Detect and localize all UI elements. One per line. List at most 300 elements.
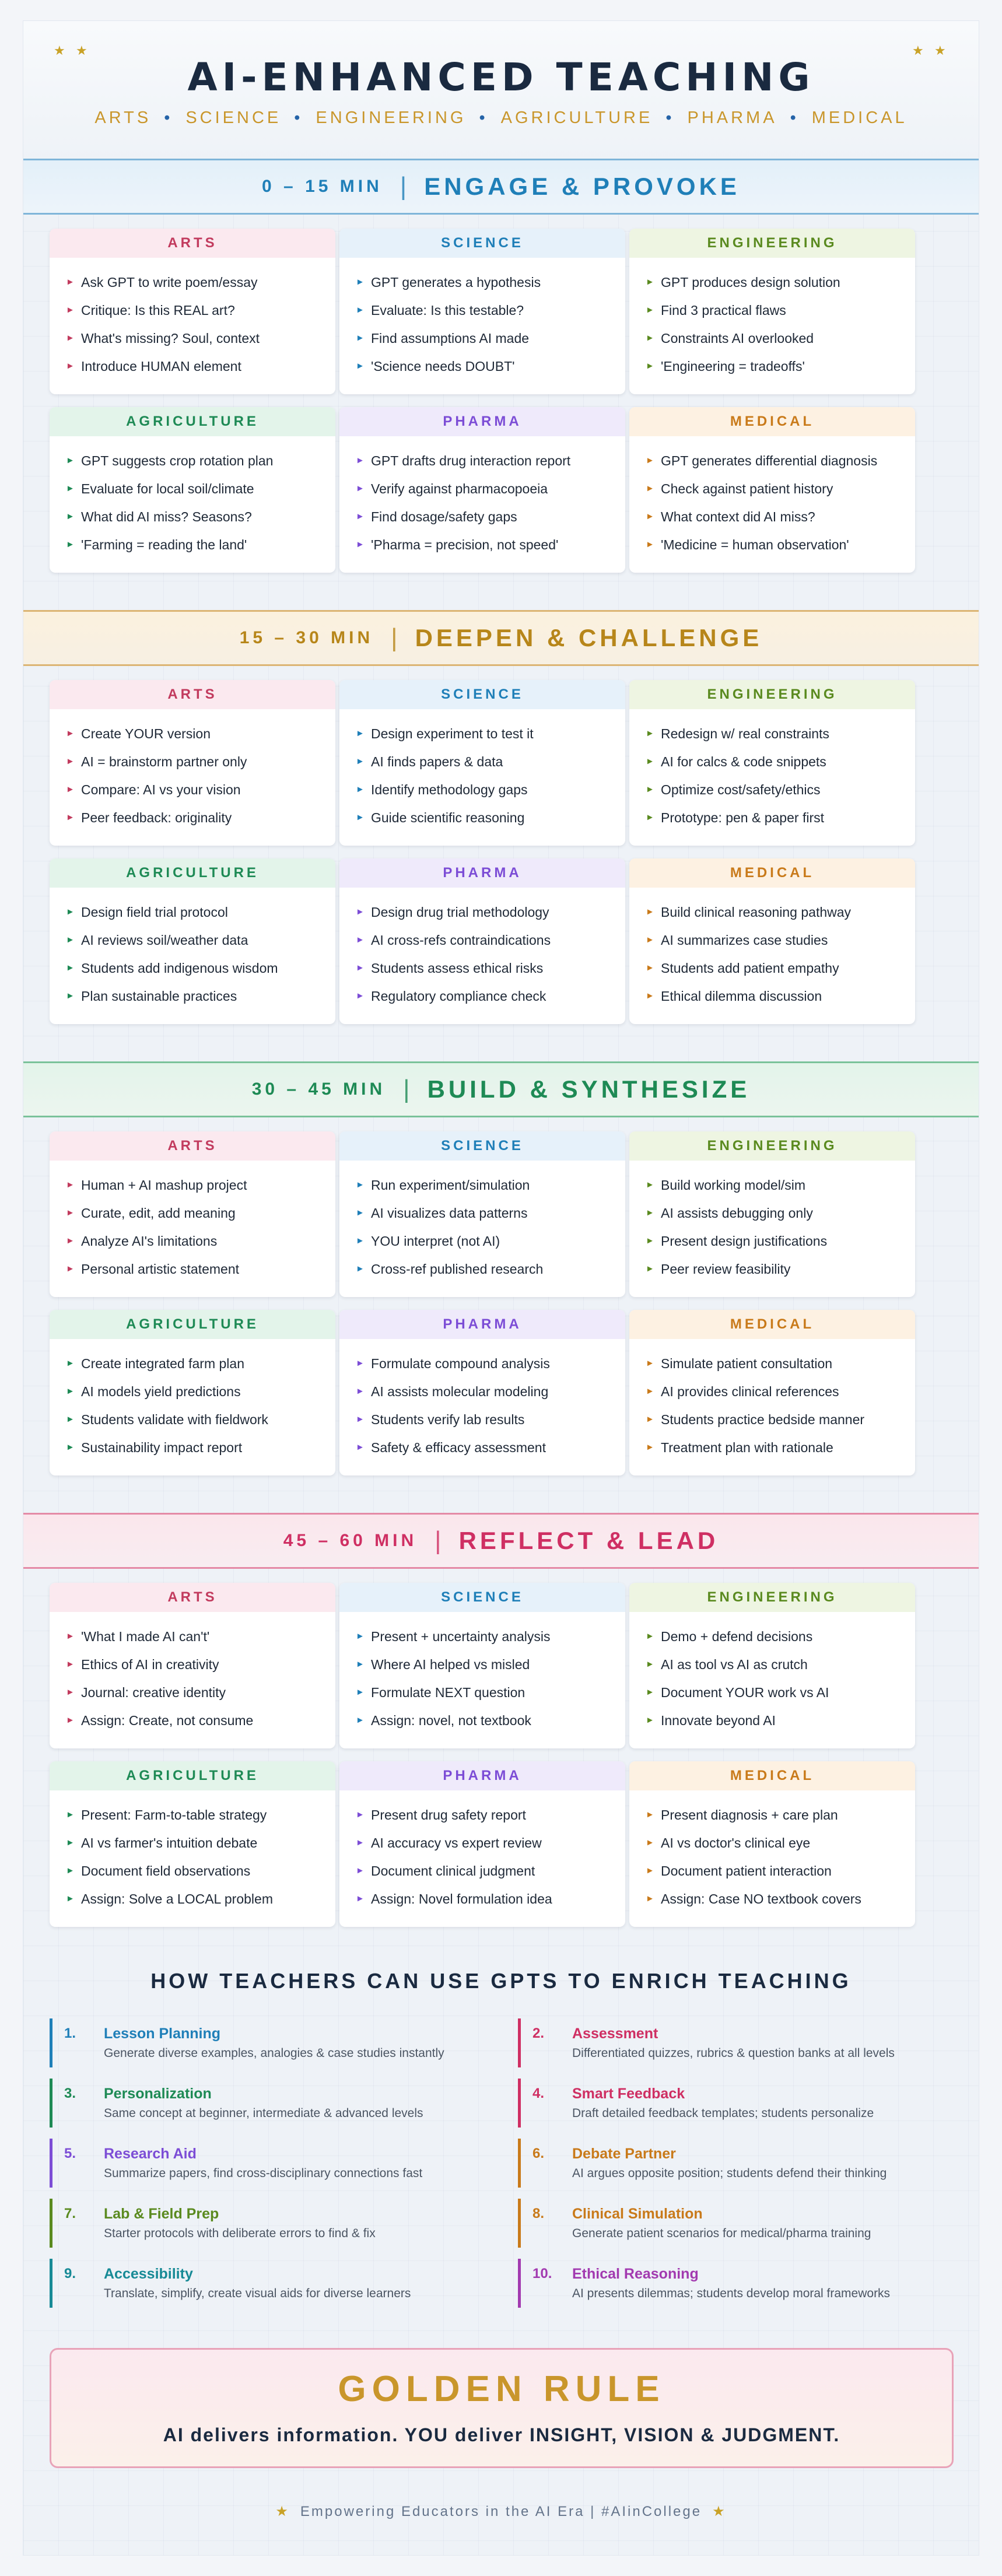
triangle-bullet-icon: ► (646, 1659, 654, 1669)
triangle-bullet-icon: ► (646, 728, 654, 738)
list-item (646, 1650, 915, 1678)
phase-band (23, 1513, 979, 1569)
list-item (356, 954, 625, 982)
triangle-bullet-icon: ► (66, 1687, 75, 1697)
tip-item (50, 2259, 484, 2308)
list-item-text: Document field observations (81, 1863, 251, 1878)
tip-number: 1. (64, 2025, 76, 2041)
list-item (66, 1857, 335, 1885)
card-pharma (339, 1761, 625, 1927)
phase-title: BUILD & SYNTHESIZE (427, 1075, 751, 1103)
tip-item (518, 2259, 952, 2308)
list-item (356, 1434, 625, 1462)
list-item-text: 'Medicine = human observation' (661, 537, 849, 552)
card-list (629, 447, 915, 559)
phase-time: 15 – 30 MIN (239, 628, 374, 647)
list-item-text: Evaluate: Is this testable? (371, 303, 524, 318)
triangle-bullet-icon: ► (356, 812, 365, 822)
list-item (356, 1406, 625, 1434)
card-list (629, 898, 915, 1010)
list-item (356, 1706, 625, 1734)
card-medical (629, 1310, 915, 1475)
list-item-text: 'What I made AI can't' (81, 1629, 210, 1644)
card-title: SCIENCE (339, 229, 625, 258)
triangle-bullet-icon: ► (646, 935, 654, 945)
list-item (66, 1622, 335, 1650)
list-item-text: Treatment plan with rationale (661, 1440, 833, 1455)
triangle-bullet-icon: ► (356, 1386, 365, 1396)
list-item (646, 324, 915, 352)
list-item-text: AI vs farmer's intuition debate (81, 1835, 258, 1850)
triangle-bullet-icon: ► (646, 1687, 654, 1697)
tip-item (518, 2199, 952, 2248)
star-icon: ★ (912, 43, 924, 58)
triangle-bullet-icon: ► (646, 907, 654, 917)
card-list (50, 898, 335, 1010)
card-title: PHARMA (339, 858, 625, 888)
card-title: MEDICAL (629, 1310, 915, 1339)
list-item-text: 'Pharma = precision, not speed' (371, 537, 559, 552)
card-title: ARTS (50, 1131, 335, 1161)
list-item (356, 1255, 625, 1283)
tip-item (518, 2018, 952, 2067)
card-title: ARTS (50, 1583, 335, 1612)
infographic-page (23, 21, 979, 2555)
list-item-text: Students practice bedside manner (661, 1412, 865, 1427)
tip-number: 7. (64, 2206, 76, 2221)
star-icon: ★ (934, 43, 946, 58)
list-item-text: Assign: Novel formulation idea (371, 1891, 552, 1906)
card-agriculture (50, 1761, 335, 1927)
triangle-bullet-icon: ► (66, 277, 75, 287)
list-item (646, 776, 915, 804)
triangle-bullet-icon: ► (356, 539, 365, 549)
card-list (339, 447, 625, 559)
list-item-text: Critique: Is this REAL art? (81, 303, 235, 318)
discipline-medical: MEDICAL (811, 108, 908, 127)
triangle-bullet-icon: ► (356, 1659, 365, 1669)
card-list (50, 1622, 335, 1734)
triangle-bullet-icon: ► (66, 935, 75, 945)
list-item (356, 352, 625, 380)
list-item (356, 1801, 625, 1829)
triangle-bullet-icon: ► (66, 1236, 75, 1246)
triangle-bullet-icon: ► (66, 907, 75, 917)
tip-title: Personalization (104, 2086, 212, 2102)
triangle-bullet-icon: ► (66, 1810, 75, 1820)
card-title: ARTS (50, 229, 335, 258)
page-title: AI-ENHANCED TEACHING (187, 55, 815, 100)
triangle-bullet-icon: ► (646, 1414, 654, 1424)
card-list (50, 447, 335, 559)
list-item (66, 475, 335, 503)
list-item (66, 503, 335, 531)
triangle-bullet-icon: ► (356, 728, 365, 738)
tip-number: 9. (64, 2266, 76, 2281)
card-pharma (339, 1310, 625, 1475)
triangle-bullet-icon: ► (646, 361, 654, 371)
list-item (356, 926, 625, 954)
list-item-text: Ethical dilemma discussion (661, 989, 822, 1004)
list-item-text: Build clinical reasoning pathway (661, 905, 852, 920)
card-list (629, 1622, 915, 1734)
list-item-text: Design drug trial methodology (371, 905, 549, 920)
tip-number: 6. (532, 2146, 545, 2161)
separator-dot: • (294, 108, 303, 127)
how-to-title: HOW TEACHERS CAN USE GPTS TO ENRICH TEACHING (150, 1969, 852, 1993)
card-title: SCIENCE (339, 1583, 625, 1612)
triangle-bullet-icon: ► (356, 1838, 365, 1848)
list-item-text: Verify against pharmacopoeia (371, 481, 548, 496)
list-item (66, 1227, 335, 1255)
list-item-text: Create integrated farm plan (81, 1356, 244, 1371)
card-title: PHARMA (339, 1310, 625, 1339)
list-item (646, 898, 915, 926)
card-title: PHARMA (339, 407, 625, 436)
triangle-bullet-icon: ► (356, 361, 365, 371)
card-pharma (339, 407, 625, 573)
card-list (339, 1171, 625, 1283)
list-item-text: AI assists molecular modeling (371, 1384, 549, 1399)
triangle-bullet-icon: ► (646, 963, 654, 973)
card-engineering (629, 1131, 915, 1297)
tip-title: Lab & Field Prep (104, 2206, 219, 2222)
card-agriculture (50, 858, 335, 1024)
list-item-text: Safety & efficacy assessment (371, 1440, 546, 1455)
triangle-bullet-icon: ► (356, 277, 365, 287)
triangle-bullet-icon: ► (646, 1236, 654, 1246)
tip-number: 4. (532, 2086, 545, 2101)
tip-title: Lesson Planning (104, 2025, 221, 2042)
list-item-text: Cross-ref published research (371, 1261, 544, 1277)
tip-description: Translate, simplify, create visual aids for diverse learners (104, 2287, 411, 2300)
triangle-bullet-icon: ► (356, 305, 365, 315)
tip-number: 8. (532, 2206, 545, 2221)
list-item-text: Simulate patient consultation (661, 1356, 833, 1371)
tip-item (50, 2199, 484, 2248)
list-item-text: Run experiment/simulation (371, 1177, 530, 1193)
list-item (646, 1829, 915, 1857)
list-item (646, 447, 915, 475)
card-list (629, 720, 915, 832)
triangle-bullet-icon: ► (646, 1442, 654, 1452)
list-item-text: What's missing? Soul, context (81, 331, 260, 346)
list-item-text: Curate, edit, add meaning (81, 1205, 236, 1221)
card-list (339, 268, 625, 380)
tip-title: Accessibility (104, 2266, 193, 2282)
separator-dot: • (665, 108, 675, 127)
list-item (66, 954, 335, 982)
golden-rule-text: AI delivers information. YOU deliver INSIGHT, VISION & JUDGMENT. (163, 2424, 840, 2445)
triangle-bullet-icon: ► (356, 963, 365, 973)
phase-band (23, 610, 979, 666)
phase-title: DEEPEN & CHALLENGE (415, 624, 763, 651)
list-item (356, 776, 625, 804)
list-item-text: AI visualizes data patterns (371, 1205, 528, 1221)
triangle-bullet-icon: ► (356, 333, 365, 343)
list-item (66, 1706, 335, 1734)
tip-item (518, 2139, 952, 2188)
list-item-text: AI models yield predictions (81, 1384, 241, 1399)
triangle-bullet-icon: ► (646, 1866, 654, 1876)
list-item-text: Compare: AI vs your vision (81, 782, 241, 797)
tip-description: AI presents dilemmas; students develop moral frameworks (572, 2287, 891, 2300)
list-item-text: Document YOUR work vs AI (661, 1685, 829, 1700)
list-item (356, 748, 625, 776)
tip-description: Summarize papers, find cross-disciplinary connections fast (104, 2167, 423, 2180)
triangle-bullet-icon: ► (66, 333, 75, 343)
card-list (50, 1171, 335, 1283)
list-item-text: Students verify lab results (371, 1412, 525, 1427)
triangle-bullet-icon: ► (356, 1687, 365, 1697)
list-item (356, 1199, 625, 1227)
triangle-bullet-icon: ► (356, 1442, 365, 1452)
list-item (356, 1227, 625, 1255)
list-item (646, 352, 915, 380)
list-item-text: GPT suggests crop rotation plan (81, 453, 274, 468)
tip-number: 3. (64, 2086, 76, 2101)
list-item-text: Ethics of AI in creativity (81, 1657, 219, 1672)
list-item (66, 447, 335, 475)
card-title: SCIENCE (339, 680, 625, 709)
list-item-text: YOU interpret (not AI) (371, 1233, 500, 1249)
triangle-bullet-icon: ► (356, 1894, 365, 1904)
triangle-bullet-icon: ► (646, 1180, 654, 1190)
list-item-text: AI for calcs & code snippets (661, 754, 826, 769)
list-item (66, 748, 335, 776)
list-item-text: Present drug safety report (371, 1807, 526, 1823)
list-item-text: GPT generates a hypothesis (371, 275, 541, 290)
triangle-bullet-icon: ► (356, 1236, 365, 1246)
card-list (50, 720, 335, 832)
list-item-text: AI cross-refs contraindications (371, 933, 551, 948)
star-icon: ★ (275, 2504, 290, 2519)
card-list (339, 1350, 625, 1462)
tip-description: Starter protocols with deliberate errors to find & fix (104, 2227, 376, 2240)
phase-time: 45 – 60 MIN (283, 1531, 418, 1550)
card-title: ENGINEERING (629, 229, 915, 258)
triangle-bullet-icon: ► (66, 963, 75, 973)
list-item-text: Find assumptions AI made (371, 331, 530, 346)
discipline-science: SCIENCE (185, 108, 282, 127)
list-item-text: Assign: novel, not textbook (371, 1713, 531, 1728)
triangle-bullet-icon: ► (66, 1715, 75, 1725)
list-item-text: Regulatory compliance check (371, 989, 546, 1004)
list-item-text: Design field trial protocol (81, 905, 228, 920)
list-item-text: Find dosage/safety gaps (371, 509, 517, 524)
list-item (356, 268, 625, 296)
list-item (646, 1255, 915, 1283)
card-list (339, 898, 625, 1010)
card-list (629, 1171, 915, 1283)
list-item (646, 1378, 915, 1406)
list-item-text: Present + uncertainty analysis (371, 1629, 551, 1644)
list-item (66, 1406, 335, 1434)
list-item (66, 1171, 335, 1199)
triangle-bullet-icon: ► (356, 907, 365, 917)
card-list (50, 268, 335, 380)
triangle-bullet-icon: ► (356, 1208, 365, 1218)
list-item-text: Build working model/sim (661, 1177, 805, 1193)
triangle-bullet-icon: ► (356, 1358, 365, 1368)
triangle-bullet-icon: ► (66, 511, 75, 521)
list-item (646, 1622, 915, 1650)
list-item-text: Constraints AI overlooked (661, 331, 814, 346)
list-item (66, 982, 335, 1010)
list-item (646, 296, 915, 324)
tip-description: Generate diverse examples, analogies & case studies instantly (104, 2046, 444, 2060)
triangle-bullet-icon: ► (66, 455, 75, 465)
triangle-bullet-icon: ► (356, 784, 365, 794)
card-science (339, 680, 625, 846)
list-item (646, 475, 915, 503)
triangle-bullet-icon: ► (66, 305, 75, 315)
card-title: AGRICULTURE (50, 1310, 335, 1339)
list-item-text: What did AI miss? Seasons? (81, 509, 252, 524)
discipline-engineering: ENGINEERING (316, 108, 467, 127)
triangle-bullet-icon: ► (646, 1715, 654, 1725)
golden-rule-title: GOLDEN RULE (338, 2369, 665, 2409)
list-item (66, 324, 335, 352)
list-item (356, 1678, 625, 1706)
triangle-bullet-icon: ► (356, 1866, 365, 1876)
list-item-text: 'Farming = reading the land' (81, 537, 247, 552)
triangle-bullet-icon: ► (356, 1264, 365, 1274)
golden-rule-box (50, 2348, 954, 2468)
list-item-text: Students add patient empathy (661, 961, 839, 976)
separator-dot: • (164, 108, 173, 127)
separator-dot: • (479, 108, 488, 127)
tip-item (50, 2018, 484, 2067)
triangle-bullet-icon: ► (66, 539, 75, 549)
list-item-text: Personal artistic statement (81, 1261, 240, 1277)
list-item-text: GPT drafts drug interaction report (371, 453, 571, 468)
triangle-bullet-icon: ► (356, 1715, 365, 1725)
card-agriculture (50, 407, 335, 573)
list-item (356, 804, 625, 832)
list-item-text: AI accuracy vs expert review (371, 1835, 542, 1850)
list-item (66, 296, 335, 324)
list-item-text: Students assess ethical risks (371, 961, 544, 976)
triangle-bullet-icon: ► (646, 1264, 654, 1274)
card-list (50, 1350, 335, 1462)
list-item (356, 324, 625, 352)
card-medical (629, 407, 915, 573)
list-item (356, 720, 625, 748)
triangle-bullet-icon: ► (646, 991, 654, 1001)
card-arts (50, 680, 335, 846)
triangle-bullet-icon: ► (646, 455, 654, 465)
card-title: MEDICAL (629, 407, 915, 436)
list-item-text: Peer feedback: originality (81, 810, 232, 825)
phase-title: ENGAGE & PROVOKE (424, 173, 740, 200)
list-item (66, 1829, 335, 1857)
triangle-bullet-icon: ► (66, 1264, 75, 1274)
card-title: ENGINEERING (629, 680, 915, 709)
triangle-bullet-icon: ► (66, 728, 75, 738)
triangle-bullet-icon: ► (66, 1866, 75, 1876)
list-item (66, 1650, 335, 1678)
phase-band (23, 159, 979, 215)
list-item-text: Create YOUR version (81, 726, 211, 741)
list-item (646, 531, 915, 559)
card-title: ARTS (50, 680, 335, 709)
card-list (50, 1801, 335, 1913)
card-science (339, 1583, 625, 1748)
list-item-text: Present: Farm-to-table strategy (81, 1807, 267, 1823)
card-title: MEDICAL (629, 858, 915, 888)
card-title: MEDICAL (629, 1761, 915, 1790)
list-item-text: Students add indigenous wisdom (81, 961, 278, 976)
phase-band (23, 1061, 979, 1117)
list-item (66, 1801, 335, 1829)
card-list (339, 720, 625, 832)
triangle-bullet-icon: ► (646, 305, 654, 315)
list-item (66, 1255, 335, 1283)
triangle-bullet-icon: ► (66, 483, 75, 493)
list-item (646, 1199, 915, 1227)
list-item (66, 1378, 335, 1406)
list-item-text: 'Engineering = tradeoffs' (661, 359, 805, 374)
triangle-bullet-icon: ► (356, 1631, 365, 1641)
list-item (66, 352, 335, 380)
card-title: AGRICULTURE (50, 407, 335, 436)
tip-description: Differentiated quizzes, rubrics & question banks at all levels (572, 2046, 895, 2060)
list-item-text: AI vs doctor's clinical eye (661, 1835, 811, 1850)
card-title: ENGINEERING (629, 1131, 915, 1161)
card-medical (629, 1761, 915, 1927)
list-item-text: Plan sustainable practices (81, 989, 237, 1004)
tip-number: 2. (532, 2025, 545, 2041)
list-item-text: Check against patient history (661, 481, 833, 496)
card-science (339, 1131, 625, 1297)
card-list (629, 1801, 915, 1913)
list-item (356, 1650, 625, 1678)
list-item (66, 1885, 335, 1913)
tip-title: Smart Feedback (572, 2086, 685, 2102)
list-item-text: Redesign w/ real constraints (661, 726, 829, 741)
triangle-bullet-icon: ► (356, 1180, 365, 1190)
list-item-text: AI as tool vs AI as crutch (661, 1657, 808, 1672)
phase-divider: | (435, 1526, 442, 1555)
tip-description: Same concept at beginner, intermediate & advanced levels (104, 2107, 423, 2120)
list-item (356, 1829, 625, 1857)
list-item-text: Find 3 practical flaws (661, 303, 786, 318)
star-icon: ★ (712, 2504, 727, 2519)
list-item-text: Assign: Solve a LOCAL problem (81, 1891, 273, 1906)
list-item (646, 503, 915, 531)
list-item (66, 1199, 335, 1227)
triangle-bullet-icon: ► (356, 1810, 365, 1820)
tip-item (518, 2079, 952, 2128)
list-item-text: AI summarizes case studies (661, 933, 828, 948)
list-item-text: Evaluate for local soil/climate (81, 481, 254, 496)
tip-description: Draft detailed feedback templates; students personalize (572, 2107, 874, 2120)
list-item-text: Optimize cost/safety/ethics (661, 782, 821, 797)
card-title: AGRICULTURE (50, 1761, 335, 1790)
list-item-text: Document patient interaction (661, 1863, 832, 1878)
list-item-text: Introduce HUMAN element (81, 359, 241, 374)
list-item (66, 1678, 335, 1706)
list-item-text: GPT generates differential diagnosis (661, 453, 878, 468)
tip-description: Generate patient scenarios for medical/pharma training (572, 2227, 871, 2240)
card-title: PHARMA (339, 1761, 625, 1790)
star-icon: ★ (76, 43, 87, 58)
triangle-bullet-icon: ► (646, 539, 654, 549)
list-item (356, 1857, 625, 1885)
triangle-bullet-icon: ► (66, 991, 75, 1001)
header (23, 21, 979, 165)
